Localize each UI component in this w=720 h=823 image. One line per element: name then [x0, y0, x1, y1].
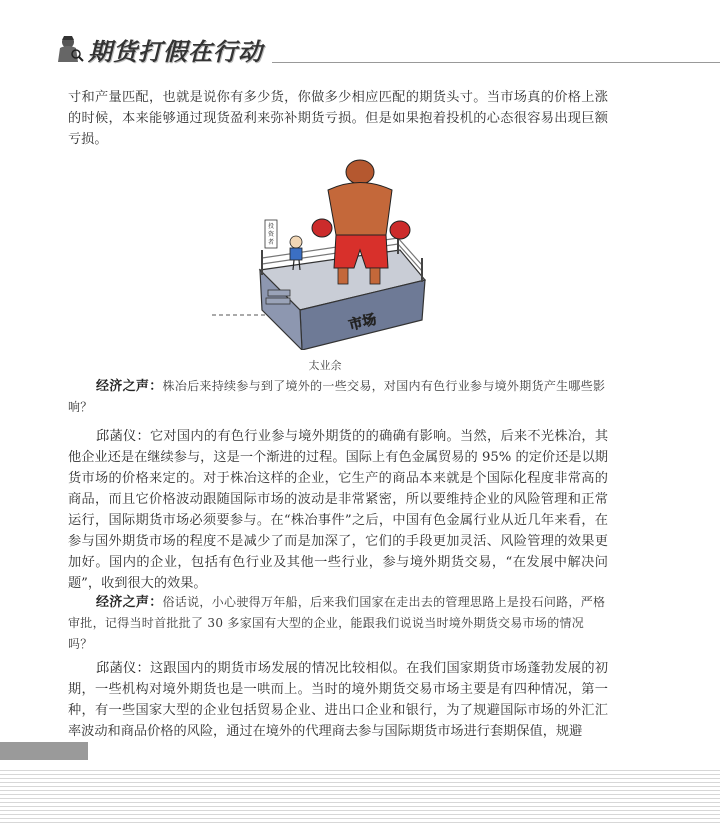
footer-stripes [0, 770, 720, 823]
interviewee-answer [68, 658, 608, 742]
boxing-ring-cartoon [210, 150, 435, 350]
page-header [0, 0, 720, 80]
investor-sign-char-2: 资 [267, 231, 275, 238]
question-text: 俗话说，小心驶得万年船，后来我们国家在走出去的管理思路上是投石问路，严格审批，记得当时首批批了 30 多家国有大型的企业，能跟我们说说当时境外期货交易市场的情况吗？ [68, 595, 606, 651]
body-paragraph: 寸和产量匹配，也就是说你有多少货，你做多少相应匹配的期货头寸。当市场真的价格上涨的时候，本来能够通过现货盈利来弥补期货亏损。但是如果抱着投机的心态很容易出现巨额亏损。 [68, 90, 608, 147]
question-text: 株冶后来持续参与到了境外的一些交易，对国内有色行业参与境外期货产生哪些影响？ [68, 379, 606, 414]
interviewer-question [68, 376, 608, 418]
investor-sign-char-1: 投 [267, 223, 275, 230]
speaker-label: 经济之声： [96, 595, 163, 610]
interviewer-question [68, 592, 608, 655]
detective-logo-icon [54, 30, 84, 66]
figure-caption: 太业余 [308, 359, 342, 372]
footer-bar [0, 742, 88, 760]
section-title: 期货打假在行动 [88, 38, 263, 66]
market-sign: 市场 [347, 311, 379, 334]
header-rule [272, 62, 720, 63]
answer-text: 它对国内的有色行业参与境外期货的的确确有影响。当然，后来不光株冶，其他企业还是在继续参与，这是一个渐进的过程。国际上有色金属贸易的 95% 的定价还是以期货市场的价格来定的。对于株冶这样的企业，它生产的商品本来就是个国际化程度非常高的商品，而且它价格波动跟随国际市场的波动是非常紧密，所以要维持企业的风险管理和正常运行，国际期货市场必须要参与。在“株冶事件”之后，中国有色金属行业从近几年来看，在参与国外期货市场的程度不是减少了而是加深了，它们的手段更加灵活、风险管理的效果更加好。国内的企业，包括有色行业及其他一些行业，参与境外期货交易，“在发展中解决问题”，收到很大的效果。 [68, 429, 609, 591]
speaker-label: 邱菡仪： [96, 661, 150, 676]
investor-sign-char-3: 者 [267, 239, 275, 246]
answer-text: 这跟国内的期货市场发展的情况比较相似。在我们国家期货市场蓬勃发展的初期，一些机构对境外期货也是一哄而上。当时的境外期货交易市场主要是有四种情况，第一种，有一些国家大型的企业包括贸易企业、进出口企业和银行，为了规避国际市场的外汇汇率波动和商品价格的风险，通过在境外的代理商去参与国际期货市场进行套期保值，规避 [68, 661, 609, 739]
speaker-label: 邱菡仪： [96, 429, 150, 444]
interviewee-answer [68, 426, 608, 594]
speaker-label: 经济之声： [96, 379, 163, 394]
